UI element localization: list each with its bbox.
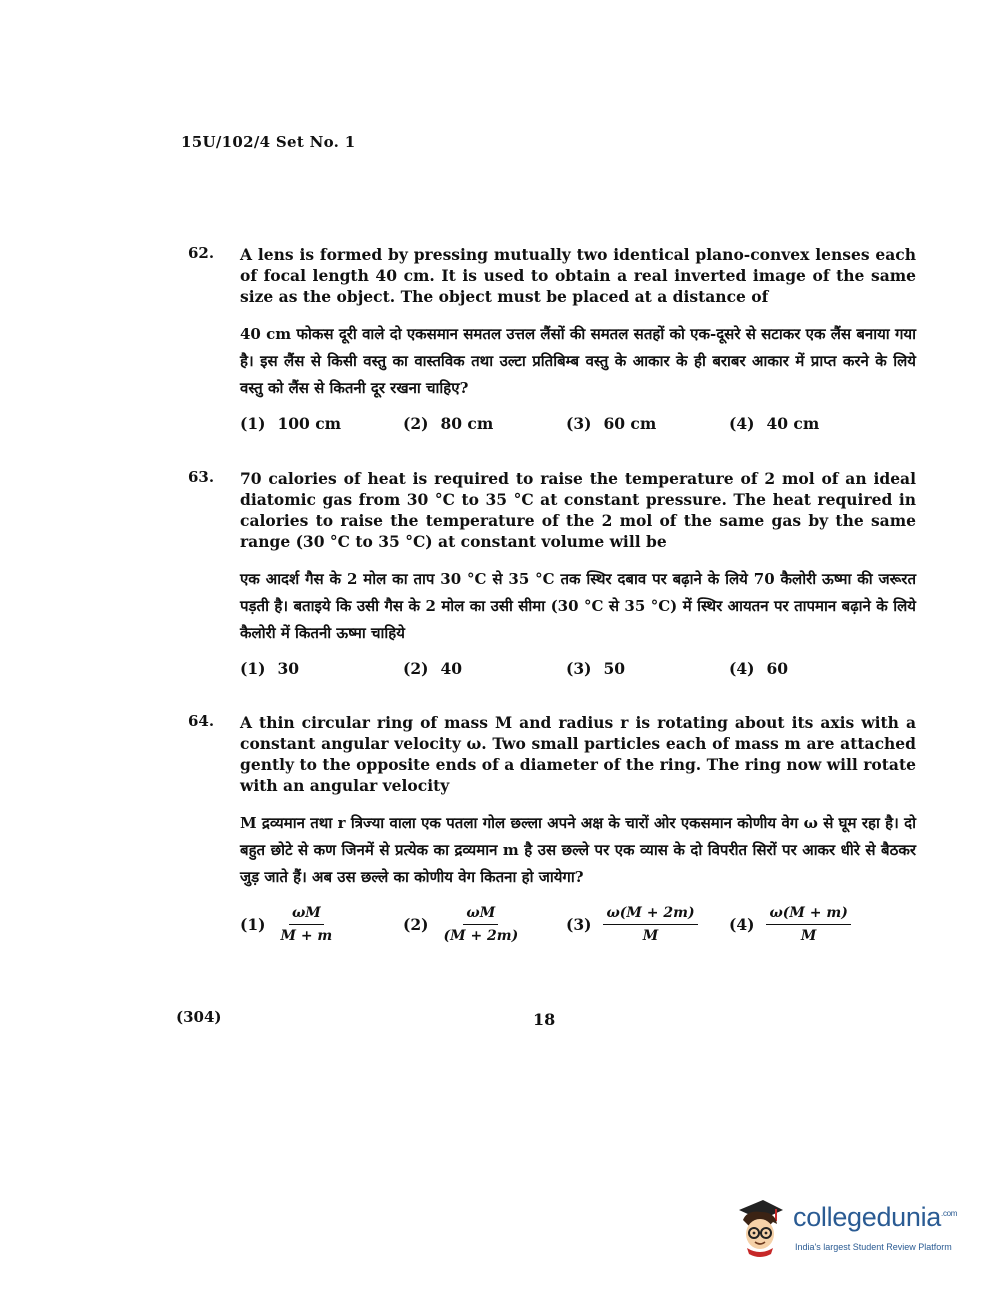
collegedunia-watermark — [735, 1196, 965, 1266]
question-number: 64. — [188, 712, 215, 730]
option-1: (1) 100 cm — [240, 414, 342, 433]
option-3: (3) 60 cm — [566, 414, 657, 433]
option-4: (4) 60 — [729, 659, 789, 678]
brand-name: collegedunia$^{.com}$ — [793, 1202, 958, 1232]
question-64 — [188, 712, 916, 944]
footer-code: (304) — [176, 1008, 222, 1026]
option-2: (2) $\frac{\omega M}{(M + 2m)}$ — [403, 905, 566, 944]
question-text-hindi: M द्रव्यमान तथा r त्रिज्या वाला एक पतला गोल छल्ला अपने अक्ष के चारों ओर एकसमान कोणीय वेग ω से घूम रहा है। दो बहुत छोटे से कण जिनमें से प्रत्येक का द्रव्यमान m है उस छल्ले पर एक व्यास के दो विपरीत सिरों पर आकर धीरे से बैठकर जुड़ जाते हैं। अब उस छल्ले का कोणीय वेग कितना हो जायेगा? — [240, 814, 916, 886]
question-text-english: A lens is formed by pressing mutually two identical plano-convex lenses each of focal length 40 cm. It is used to obtain a real inverted image of the same size as the object. The object must be placed at a distance of — [240, 245, 916, 306]
question-62 — [188, 244, 916, 433]
option-2: (2) 40 — [403, 659, 463, 678]
options-list — [240, 659, 916, 678]
page-number: 18 — [533, 1010, 556, 1029]
option-4: (4) 40 cm — [729, 414, 820, 433]
fraction: $\frac{\omega(M + m)}{M}$ — [766, 905, 850, 944]
option-3: (3) 50 — [566, 659, 626, 678]
fraction: $\frac{\omega M}{M + m}$ — [280, 905, 333, 944]
options-list — [240, 905, 916, 944]
option-4: (4) $\frac{\omega(M + m)}{M}$ — [729, 905, 892, 944]
option-3: (3) $\frac{\omega(M + 2m)}{M}$ — [566, 905, 729, 944]
fraction: $\frac{\omega(M + 2m)}{M}$ — [603, 905, 697, 944]
option-2: (2) 80 cm — [403, 414, 494, 433]
question-text-hindi: 40 cm फोकस दूरी वाले दो एकसमान समतल उत्तल लैंसों की समतल सतहों को एक-दूसरे से सटाकर एक लैंस बनाया गया है। इस लैंस से किसी वस्तु का वास्तविक तथा उल्टा प्रतिबिम्ब वस्तु के आकार के ही बराबर आकार में प्राप्त करने के लिये वस्तु को लैंस से कितनी दूर रखना चाहिए? — [240, 325, 916, 397]
paper-code-header: 15U/102/4 Set No. 1 — [181, 133, 356, 151]
option-1: (1) 30 — [240, 659, 300, 678]
question-text-english: 70 calories of heat is required to raise the temperature of 2 mol of an ideal diatomic gas from 30 °C to 35 °C at constant pressure. The heat required in calories to raise the temperature of the 2 mol of the same gas by the same range (30 °C to 35 °C) at constant volume will be — [240, 469, 916, 551]
question-number: 63. — [188, 468, 215, 486]
question-text-hindi: एक आदर्श गैस के 2 मोल का ताप 30 °C से 35 °C तक स्थिर दबाव पर बढ़ाने के लिये 70 कैलोरी ऊष्मा की जरूरत पड़ती है। बताइये कि उसी गैस के 2 मोल का उसी सीमा (30 °C से 35 °C) में स्थिर आयतन पर तापमान बढ़ाने के लिये कैलोरी में कितनी ऊष्मा चाहिये — [240, 570, 916, 642]
options-list — [240, 414, 916, 433]
question-text-english: A thin circular ring of mass M and radius r is rotating about its axis with a constant angular velocity ω. Two small particles each of mass m are attached gently to the opposite ends of a diameter of the ring. The ring now will rotate with an angular velocity — [240, 713, 916, 795]
brand-tagline: India's largest Student Review Platform — [795, 1242, 952, 1252]
question-number: 62. — [188, 244, 215, 262]
student-mascot-icon — [735, 1196, 785, 1260]
question-63 — [188, 468, 916, 678]
fraction: $\frac{\omega M}{(M + 2m)}$ — [443, 905, 519, 944]
option-1: (1) $\frac{\omega M}{M + m}$ — [240, 905, 403, 944]
